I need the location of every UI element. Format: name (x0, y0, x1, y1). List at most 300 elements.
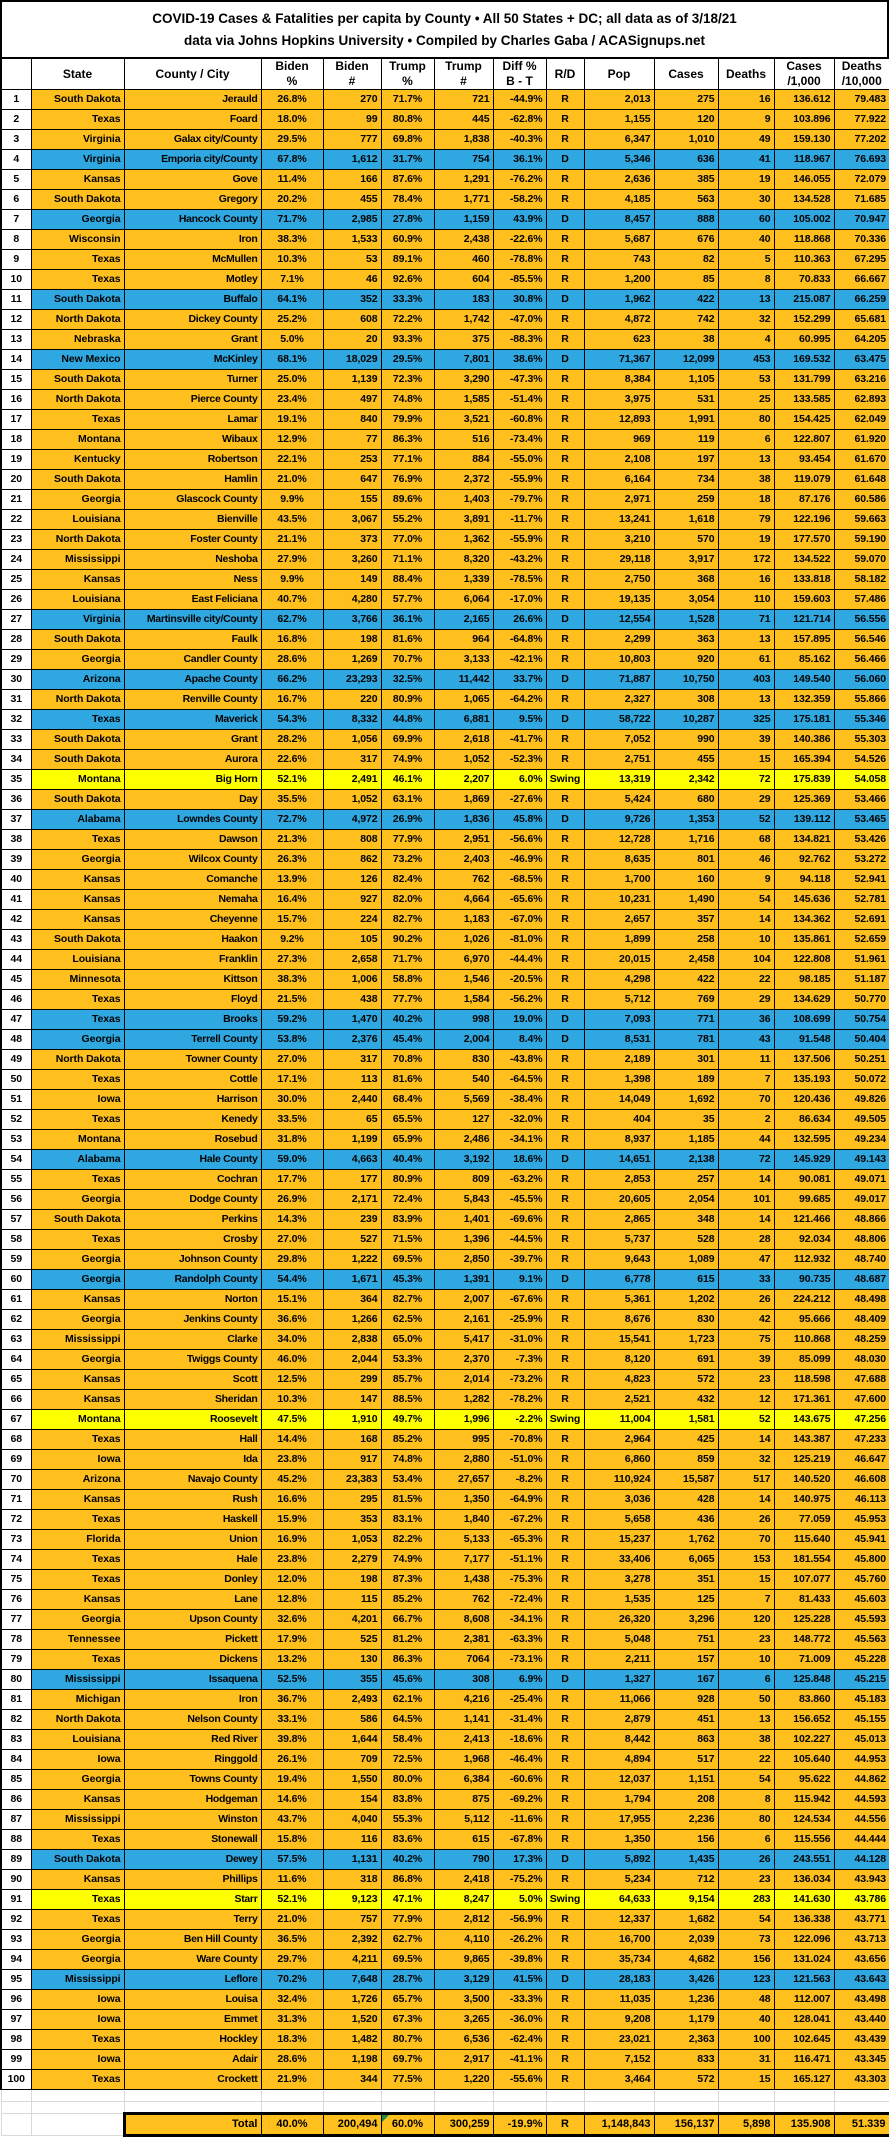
gap-cell (493, 2101, 546, 2113)
cell-deaths: 12 (718, 1389, 774, 1409)
cell-deaths: 9 (718, 109, 774, 129)
cell-trump-num: 8,608 (434, 1609, 493, 1629)
cell-cases-per-1000: 110.363 (774, 249, 834, 269)
cell-biden-pct: 36.5% (261, 1929, 323, 1949)
cell-diff-pct: -22.6% (493, 229, 546, 249)
cell-deaths: 14 (718, 909, 774, 929)
cell-deaths: 23 (718, 1369, 774, 1389)
cell-diff-pct: 36.1% (493, 149, 546, 169)
cell-county: Faulk (124, 629, 261, 649)
cell-biden-num: 527 (323, 1229, 381, 1249)
cell-diff-pct: -45.5% (493, 1189, 546, 1209)
cell-deaths: 14 (718, 1429, 774, 1449)
table-row (1, 569, 889, 589)
cell-deaths-per-10000: 70.336 (834, 229, 889, 249)
cell-trump-pct: 46.1% (381, 769, 434, 789)
cell-state: South Dakota (31, 369, 124, 389)
cell-state: Kansas (31, 1789, 124, 1809)
cell-trump-pct: 73.2% (381, 849, 434, 869)
cell-biden-pct: 67.8% (261, 149, 323, 169)
cell-rank: 41 (1, 889, 31, 909)
total-blank-state (31, 2113, 124, 2135)
cell-cases: 830 (654, 1309, 718, 1329)
cell-cases: 15,587 (654, 1469, 718, 1489)
cell-rank: 44 (1, 949, 31, 969)
cell-state: Iowa (31, 2009, 124, 2029)
cell-biden-num: 808 (323, 829, 381, 849)
cell-county: Twiggs County (124, 1349, 261, 1369)
cell-state: Virginia (31, 129, 124, 149)
cell-county: Hall (124, 1429, 261, 1449)
cell-cases-per-1000: 92.762 (774, 849, 834, 869)
cell-cases-per-1000: 134.821 (774, 829, 834, 849)
cell-pop: 7,152 (584, 2049, 654, 2069)
cell-cases-per-1000: 224.212 (774, 1289, 834, 1309)
cell-cases-per-1000: 70.833 (774, 269, 834, 289)
cell-cases-per-1000: 107.077 (774, 1569, 834, 1589)
cell-trump-num: 7,177 (434, 1549, 493, 1569)
cell-trump-num: 875 (434, 1789, 493, 1809)
cell-diff-pct: -31.0% (493, 1329, 546, 1349)
cell-rank: 65 (1, 1369, 31, 1389)
cell-cases: 563 (654, 189, 718, 209)
cell-biden-num: 1,644 (323, 1729, 381, 1749)
cell-deaths-per-10000: 67.295 (834, 249, 889, 269)
column-header-rank (1, 58, 31, 89)
cell-state: Texas (31, 1169, 124, 1189)
cell-cases: 1,762 (654, 1529, 718, 1549)
cell-pop: 12,728 (584, 829, 654, 849)
table-row (1, 1469, 889, 1489)
cell-trump-num: 27,657 (434, 1469, 493, 1489)
cell-deaths: 72 (718, 769, 774, 789)
cell-pop: 13,241 (584, 509, 654, 529)
table-row (1, 489, 889, 509)
cell-biden-num: 177 (323, 1169, 381, 1189)
cell-state: Iowa (31, 1449, 124, 1469)
cell-diff-pct: -64.9% (493, 1489, 546, 1509)
cell-deaths-per-10000: 63.475 (834, 349, 889, 369)
cell-trump-pct: 69.7% (381, 2049, 434, 2069)
cell-rank: 12 (1, 309, 31, 329)
cell-biden-pct: 23.8% (261, 1549, 323, 1569)
cell-deaths: 73 (718, 1929, 774, 1949)
cell-pop: 12,554 (584, 609, 654, 629)
cell-cases-per-1000: 124.534 (774, 1809, 834, 1829)
total-blank-rank (1, 2113, 31, 2135)
cell-rank: 60 (1, 1269, 31, 1289)
cell-biden-num: 1,056 (323, 729, 381, 749)
cell-cases: 833 (654, 2049, 718, 2069)
cell-biden-num: 1,612 (323, 149, 381, 169)
cell-trump-num: 7,801 (434, 349, 493, 369)
cell-biden-num: 2,392 (323, 1929, 381, 1949)
cell-biden-pct: 54.3% (261, 709, 323, 729)
cell-r-d: R (546, 369, 584, 389)
cell-trump-num: 2,438 (434, 229, 493, 249)
cell-biden-num: 253 (323, 449, 381, 469)
cell-deaths-per-10000: 62.893 (834, 389, 889, 409)
cell-r-d: R (546, 1209, 584, 1229)
cell-cases-per-1000: 125.228 (774, 1609, 834, 1629)
cell-state: Texas (31, 829, 124, 849)
cell-diff-pct: -2.2% (493, 1409, 546, 1429)
gap-row (1, 2089, 889, 2101)
cell-r-d: R (546, 1069, 584, 1089)
total-r-d: R (546, 2113, 584, 2135)
cell-biden-pct: 20.2% (261, 189, 323, 209)
cell-diff-pct: -63.3% (493, 1629, 546, 1649)
cell-county: Iron (124, 1689, 261, 1709)
cell-cases: 2,363 (654, 2029, 718, 2049)
table-row (1, 1189, 889, 1209)
cell-deaths-per-10000: 45.228 (834, 1649, 889, 1669)
cell-r-d: D (546, 349, 584, 369)
gap-cell (31, 2089, 124, 2101)
cell-r-d: Swing (546, 1889, 584, 1909)
cell-biden-num: 1,482 (323, 2029, 381, 2049)
cell-state: Louisiana (31, 509, 124, 529)
cell-state: Georgia (31, 1189, 124, 1209)
cell-deaths-per-10000: 44.128 (834, 1849, 889, 1869)
cell-deaths: 29 (718, 989, 774, 1009)
cell-county: Dawson (124, 829, 261, 849)
cell-biden-num: 2,985 (323, 209, 381, 229)
gap-cell (434, 2101, 493, 2113)
cell-biden-pct: 26.3% (261, 849, 323, 869)
cell-r-d: R (546, 329, 584, 349)
cell-cases-per-1000: 120.436 (774, 1089, 834, 1109)
cell-cases-per-1000: 86.634 (774, 1109, 834, 1129)
cell-cases-per-1000: 85.162 (774, 649, 834, 669)
cell-cases: 1,185 (654, 1129, 718, 1149)
table-row (1, 1669, 889, 1689)
cell-rank: 85 (1, 1769, 31, 1789)
cell-cases-per-1000: 133.585 (774, 389, 834, 409)
cell-diff-pct: -40.3% (493, 129, 546, 149)
cell-state: Georgia (31, 849, 124, 869)
cell-biden-pct: 12.0% (261, 1569, 323, 1589)
cell-trump-pct: 77.7% (381, 989, 434, 1009)
cell-county: Red River (124, 1729, 261, 1749)
cell-diff-pct: 41.5% (493, 1969, 546, 1989)
cell-trump-num: 1,052 (434, 749, 493, 769)
cell-biden-pct: 70.2% (261, 1969, 323, 1989)
cell-county: Hancock County (124, 209, 261, 229)
cell-pop: 14,049 (584, 1089, 654, 1109)
total-trump-pct: 60.0% (381, 2113, 434, 2135)
cell-diff-pct: -73.1% (493, 1649, 546, 1669)
cell-r-d: R (546, 2069, 584, 2089)
cell-biden-num: 2,658 (323, 949, 381, 969)
cell-deaths-per-10000: 43.643 (834, 1969, 889, 1989)
cell-trump-pct: 80.9% (381, 689, 434, 709)
cell-pop: 15,237 (584, 1529, 654, 1549)
cell-county: Neshoba (124, 549, 261, 569)
cell-trump-pct: 36.1% (381, 609, 434, 629)
cell-biden-pct: 59.0% (261, 1149, 323, 1169)
cell-cases: 1,010 (654, 129, 718, 149)
cell-cases: 771 (654, 1009, 718, 1029)
cell-biden-num: 4,972 (323, 809, 381, 829)
cell-trump-pct: 28.7% (381, 1969, 434, 1989)
cell-trump-pct: 45.4% (381, 1029, 434, 1049)
cell-rank: 39 (1, 849, 31, 869)
cell-biden-pct: 36.7% (261, 1689, 323, 1709)
cell-trump-num: 1,141 (434, 1709, 493, 1729)
cell-cases-per-1000: 98.185 (774, 969, 834, 989)
cell-state: Texas (31, 1069, 124, 1089)
cell-trump-num: 1,339 (434, 569, 493, 589)
cell-deaths-per-10000: 59.190 (834, 529, 889, 549)
table-row (1, 1789, 889, 1809)
cell-cases: 35 (654, 1109, 718, 1129)
table-row (1, 1309, 889, 1329)
cell-cases: 1,723 (654, 1329, 718, 1349)
cell-diff-pct: -41.7% (493, 729, 546, 749)
cell-rank: 43 (1, 929, 31, 949)
gap-cell (654, 2101, 718, 2113)
cell-cases-per-1000: 134.522 (774, 549, 834, 569)
cell-trump-pct: 83.1% (381, 1509, 434, 1529)
cell-biden-pct: 18.3% (261, 2029, 323, 2049)
cell-deaths-per-10000: 51.961 (834, 949, 889, 969)
cell-deaths: 23 (718, 1629, 774, 1649)
cell-cases-per-1000: 102.227 (774, 1729, 834, 1749)
cell-trump-num: 6,064 (434, 589, 493, 609)
cell-state: North Dakota (31, 389, 124, 409)
cell-pop: 8,384 (584, 369, 654, 389)
cell-biden-pct: 52.1% (261, 769, 323, 789)
cell-trump-pct: 83.6% (381, 1829, 434, 1849)
cell-trump-num: 183 (434, 289, 493, 309)
cell-pop: 2,636 (584, 169, 654, 189)
cell-trump-pct: 47.1% (381, 1889, 434, 1909)
column-header-cases-per-1000: Cases /1,000 (774, 58, 834, 89)
cell-deaths-per-10000: 53.465 (834, 809, 889, 829)
cell-deaths: 41 (718, 149, 774, 169)
cell-biden-num: 709 (323, 1749, 381, 1769)
cell-biden-pct: 23.8% (261, 1449, 323, 1469)
cell-state: Kansas (31, 1389, 124, 1409)
cell-pop: 6,778 (584, 1269, 654, 1289)
cell-r-d: R (546, 1629, 584, 1649)
cell-trump-num: 3,500 (434, 1989, 493, 2009)
cell-pop: 5,892 (584, 1849, 654, 1869)
cell-rank: 19 (1, 449, 31, 469)
cell-biden-num: 99 (323, 109, 381, 129)
cell-trump-pct: 70.8% (381, 1049, 434, 1069)
cell-deaths: 25 (718, 389, 774, 409)
cell-rank: 24 (1, 549, 31, 569)
cell-biden-num: 1,910 (323, 1409, 381, 1429)
cell-cases-per-1000: 122.807 (774, 429, 834, 449)
table-row (1, 1529, 889, 1549)
cell-deaths: 54 (718, 889, 774, 909)
cell-biden-num: 2,171 (323, 1189, 381, 1209)
cell-rank: 31 (1, 689, 31, 709)
cell-rank: 1 (1, 89, 31, 109)
cell-deaths: 14 (718, 1169, 774, 1189)
cell-deaths-per-10000: 59.070 (834, 549, 889, 569)
cell-biden-pct: 21.1% (261, 529, 323, 549)
cell-biden-pct: 27.0% (261, 1049, 323, 1069)
cell-deaths-per-10000: 54.058 (834, 769, 889, 789)
cell-r-d: R (546, 1609, 584, 1629)
cell-state: Kansas (31, 569, 124, 589)
cell-deaths-per-10000: 45.215 (834, 1669, 889, 1689)
cell-cases: 1,151 (654, 1769, 718, 1789)
gap-cell (546, 2089, 584, 2101)
cell-deaths-per-10000: 56.546 (834, 629, 889, 649)
table-row (1, 509, 889, 529)
error-triangle-icon (382, 2115, 389, 2122)
table-header (1, 58, 889, 89)
cell-rank: 45 (1, 969, 31, 989)
cell-cases: 6,065 (654, 1549, 718, 1569)
cell-state: Louisiana (31, 949, 124, 969)
cell-biden-pct: 10.3% (261, 1389, 323, 1409)
cell-deaths-per-10000: 48.030 (834, 1349, 889, 1369)
cell-pop: 64,633 (584, 1889, 654, 1909)
cell-deaths: 68 (718, 829, 774, 849)
cell-rank: 50 (1, 1069, 31, 1089)
cell-trump-pct: 60.9% (381, 229, 434, 249)
table-row (1, 1629, 889, 1649)
cell-state: North Dakota (31, 1049, 124, 1069)
cell-r-d: R (546, 1929, 584, 1949)
cell-rank: 63 (1, 1329, 31, 1349)
cell-trump-num: 6,881 (434, 709, 493, 729)
cell-state: Alabama (31, 809, 124, 829)
cell-rank: 16 (1, 389, 31, 409)
cell-r-d: R (546, 1309, 584, 1329)
cell-state: Montana (31, 1129, 124, 1149)
column-header-deaths: Deaths (718, 58, 774, 89)
cell-rank: 77 (1, 1609, 31, 1629)
cell-trump-pct: 85.7% (381, 1369, 434, 1389)
cell-deaths-per-10000: 45.953 (834, 1509, 889, 1529)
cell-r-d: R (546, 449, 584, 469)
cell-trump-pct: 68.4% (381, 1089, 434, 1109)
cell-pop: 5,424 (584, 789, 654, 809)
total-deaths: 5,898 (718, 2113, 774, 2135)
cell-cases-per-1000: 60.995 (774, 329, 834, 349)
cell-cases-per-1000: 136.612 (774, 89, 834, 109)
cell-pop: 12,037 (584, 1769, 654, 1789)
cell-r-d: R (546, 309, 584, 329)
cell-rank: 68 (1, 1429, 31, 1449)
cell-deaths-per-10000: 45.760 (834, 1569, 889, 1589)
cell-deaths-per-10000: 44.953 (834, 1749, 889, 1769)
cell-diff-pct: 17.3% (493, 1849, 546, 1869)
cell-state: Montana (31, 769, 124, 789)
cell-biden-pct: 26.1% (261, 1749, 323, 1769)
cell-diff-pct: -44.5% (493, 1229, 546, 1249)
cell-deaths: 53 (718, 369, 774, 389)
cell-r-d: R (546, 1229, 584, 1249)
cell-county: Norton (124, 1289, 261, 1309)
cell-cases: 615 (654, 1269, 718, 1289)
cell-trump-num: 1,996 (434, 1409, 493, 1429)
cell-trump-pct: 70.7% (381, 649, 434, 669)
cell-biden-num: 352 (323, 289, 381, 309)
cell-diff-pct: -60.8% (493, 409, 546, 429)
cell-deaths: 16 (718, 89, 774, 109)
table-row (1, 1409, 889, 1429)
cell-trump-num: 2,372 (434, 469, 493, 489)
cell-state: Iowa (31, 2049, 124, 2069)
table-row (1, 789, 889, 809)
cell-deaths-per-10000: 57.486 (834, 589, 889, 609)
cell-cases-per-1000: 94.118 (774, 869, 834, 889)
cell-biden-num: 2,279 (323, 1549, 381, 1569)
cell-county: Union (124, 1529, 261, 1549)
cell-deaths: 172 (718, 549, 774, 569)
cell-deaths-per-10000: 43.345 (834, 2049, 889, 2069)
cell-state: Kansas (31, 1289, 124, 1309)
cell-cases-per-1000: 135.861 (774, 929, 834, 949)
cell-deaths-per-10000: 45.603 (834, 1589, 889, 1609)
cell-cases-per-1000: 122.096 (774, 1929, 834, 1949)
cell-trump-num: 1,836 (434, 809, 493, 829)
cell-trump-num: 2,880 (434, 1449, 493, 1469)
cell-pop: 10,231 (584, 889, 654, 909)
cell-biden-pct: 16.7% (261, 689, 323, 709)
cell-rank: 82 (1, 1709, 31, 1729)
cell-cases-per-1000: 112.007 (774, 1989, 834, 2009)
cell-biden-num: 130 (323, 1649, 381, 1669)
cell-diff-pct: -56.9% (493, 1909, 546, 1929)
table-row (1, 1229, 889, 1249)
cell-deaths: 110 (718, 589, 774, 609)
table-row (1, 609, 889, 629)
cell-trump-pct: 32.5% (381, 669, 434, 689)
cell-deaths: 46 (718, 849, 774, 869)
cell-r-d: D (546, 1969, 584, 1989)
cell-biden-num: 113 (323, 1069, 381, 1089)
cell-county: Navajo County (124, 1469, 261, 1489)
cell-trump-pct: 57.7% (381, 589, 434, 609)
cell-pop: 2,299 (584, 629, 654, 649)
cell-deaths: 44 (718, 1129, 774, 1149)
cell-cases: 3,426 (654, 1969, 718, 1989)
cell-pop: 6,164 (584, 469, 654, 489)
cell-rank: 3 (1, 129, 31, 149)
gap-cell (31, 2101, 124, 2113)
column-header-pop: Pop (584, 58, 654, 89)
cell-deaths-per-10000: 59.663 (834, 509, 889, 529)
cell-trump-pct: 77.9% (381, 1909, 434, 1929)
cell-trump-pct: 71.1% (381, 549, 434, 569)
cell-cases: 3,296 (654, 1609, 718, 1629)
cell-state: Texas (31, 1889, 124, 1909)
cell-county: Bienville (124, 509, 261, 529)
cell-biden-pct: 71.7% (261, 209, 323, 229)
cell-cases: 12,099 (654, 349, 718, 369)
cell-deaths: 13 (718, 449, 774, 469)
cell-cases: 888 (654, 209, 718, 229)
cell-trump-pct: 86.8% (381, 1869, 434, 1889)
cell-cases: 1,089 (654, 1249, 718, 1269)
cell-cases: 422 (654, 969, 718, 989)
cell-biden-num: 115 (323, 1589, 381, 1609)
cell-diff-pct: -76.2% (493, 169, 546, 189)
cell-state: North Dakota (31, 309, 124, 329)
cell-cases-per-1000: 90.081 (774, 1169, 834, 1189)
cell-cases: 734 (654, 469, 718, 489)
cell-biden-num: 46 (323, 269, 381, 289)
